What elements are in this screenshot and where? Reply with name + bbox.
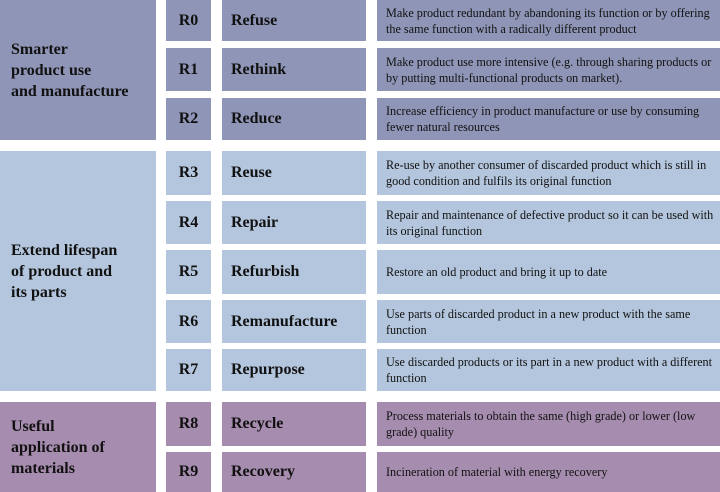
row-description: Repair and maintenance of defective product so it can be used with its original function	[377, 201, 720, 244]
row-code: R6	[166, 300, 211, 343]
row-code: R5	[166, 250, 211, 294]
row-code: R9	[166, 452, 211, 492]
row-description: Restore an old product and bring it up to date	[377, 250, 720, 294]
row-code: R3	[166, 151, 211, 195]
row-description: Use discarded products or its part in a new product with a different function	[377, 349, 720, 391]
group-smarter-product-use	[0, 0, 156, 140]
row-description: Use parts of discarded product in a new product with the same function	[377, 300, 720, 343]
row-code: R7	[166, 349, 211, 391]
row-name: Repurpose	[222, 349, 366, 391]
row-code: R4	[166, 201, 211, 244]
row-description: Process materials to obtain the same (high grade) or lower (low grade) quality	[377, 402, 720, 446]
group-label: Useful application of materials	[11, 417, 105, 477]
row-description: Increase efficiency in product manufacture or use by consuming fewer natural resources	[377, 98, 720, 140]
row-name: Repair	[222, 201, 366, 244]
row-code: R0	[166, 0, 211, 41]
row-code: R8	[166, 402, 211, 446]
row-name: Rethink	[222, 48, 366, 91]
group-extend-lifespan	[0, 151, 156, 391]
row-name: Refuse	[222, 0, 366, 41]
row-name: Reduce	[222, 98, 366, 140]
row-name: Recycle	[222, 402, 366, 446]
row-name: Remanufacture	[222, 300, 366, 343]
row-description: Make product use more intensive (e.g. through sharing products or by putting multi-functional products on market).	[377, 48, 720, 91]
group-label: Extend lifespan of product and its parts	[11, 241, 118, 301]
group-useful-application	[0, 402, 156, 492]
row-code: R2	[166, 98, 211, 140]
row-description: Make product redundant by abandoning its function or by offering the same function with a radically different product	[377, 0, 720, 41]
row-name: Recovery	[222, 452, 366, 492]
row-description: Incineration of material with energy recovery	[377, 452, 720, 492]
group-label: Smarter product use and manufacture	[11, 40, 129, 100]
row-name: Refurbish	[222, 250, 366, 294]
row-code: R1	[166, 48, 211, 91]
row-name: Reuse	[222, 151, 366, 195]
row-description: Re-use by another consumer of discarded product which is still in good condition and fulfils its original function	[377, 151, 720, 195]
